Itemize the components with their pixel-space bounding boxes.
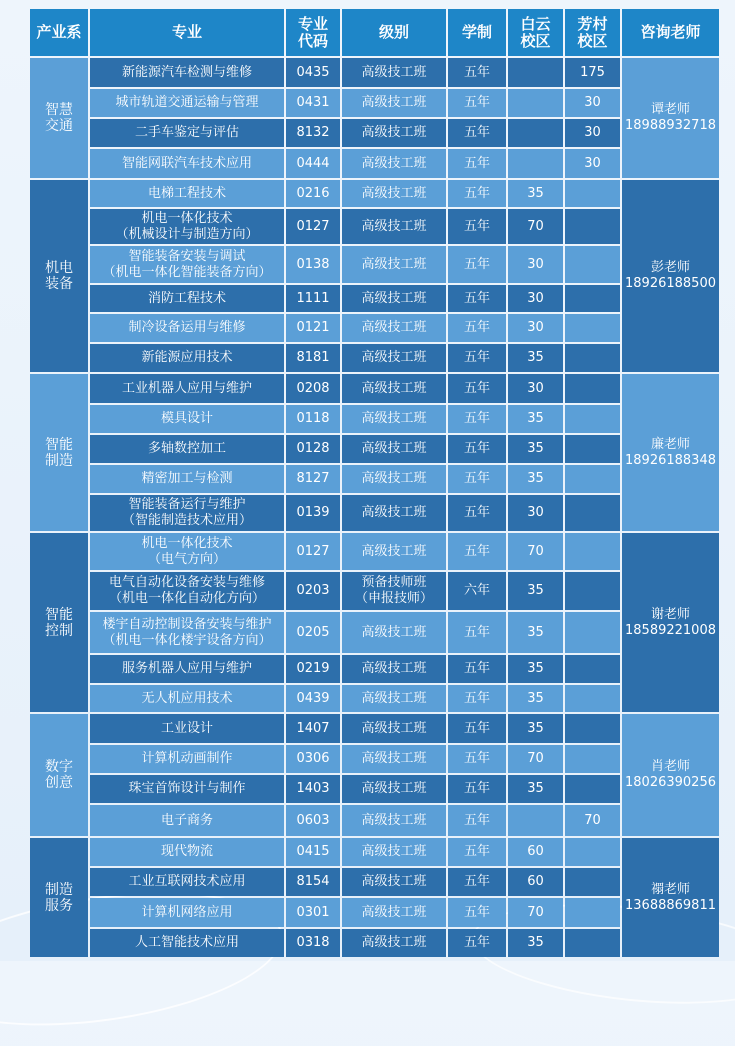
code-cell: 0127: [286, 209, 340, 244]
teacher-name: 禤老师: [650, 881, 690, 897]
table-row: [30, 929, 719, 957]
baiyun-quota-cell: 30: [508, 246, 563, 283]
years-cell: 五年: [448, 465, 506, 493]
header-major: 专业: [90, 9, 284, 56]
level-cell: 高级技工班: [342, 405, 446, 433]
fangcun-quota-cell: [565, 838, 620, 866]
dept-cell: 数字 创意: [30, 714, 88, 836]
years-cell: 五年: [448, 285, 506, 312]
years-cell: 五年: [448, 868, 506, 896]
major-cell: 新能源应用技术: [90, 344, 284, 372]
baiyun-quota-cell: [508, 58, 563, 87]
major-cell: 工业设计: [90, 714, 284, 743]
teacher-contact-cell: [622, 533, 719, 712]
code-cell: 1407: [286, 714, 340, 743]
teacher-name: 谢老师: [650, 606, 690, 622]
fangcun-quota-cell: 175: [565, 58, 620, 87]
baiyun-quota-cell: [508, 119, 563, 147]
major-cell: 现代物流: [90, 838, 284, 866]
table-row: [30, 805, 719, 836]
table-row: [30, 465, 719, 493]
fangcun-quota-cell: [565, 714, 620, 743]
years-cell: 五年: [448, 805, 506, 836]
table-row: [30, 572, 719, 610]
baiyun-quota-cell: 35: [508, 685, 563, 712]
baiyun-quota-cell: 35: [508, 655, 563, 683]
fangcun-quota-cell: [565, 533, 620, 570]
header-dept: 产业系: [30, 9, 88, 56]
table-row: [30, 898, 719, 927]
fangcun-quota-cell: [565, 405, 620, 433]
major-cell: 机电一体化技术 （电气方向）: [90, 533, 284, 570]
teacher-name: 彭老师: [650, 260, 690, 275]
header-row: [30, 9, 719, 56]
years-cell: 五年: [448, 314, 506, 342]
teacher-phone: 18926188348: [625, 452, 716, 468]
code-cell: 0205: [286, 612, 340, 653]
major-cell: 城市轨道交通运输与管理: [90, 89, 284, 117]
table-row: [30, 209, 719, 244]
table-row: [30, 405, 719, 433]
header-teacher: 咨询老师: [622, 9, 719, 56]
fangcun-quota-cell: [565, 898, 620, 927]
code-cell: 0306: [286, 745, 340, 773]
teacher-contact-cell: [622, 58, 719, 178]
code-cell: 0203: [286, 572, 340, 610]
fangcun-quota-cell: [565, 314, 620, 342]
years-cell: 五年: [448, 89, 506, 117]
teacher-name: 谭老师: [650, 102, 690, 117]
teacher-contact-cell: [622, 714, 719, 836]
level-cell: 高级技工班: [342, 612, 446, 653]
level-cell: 高级技工班: [342, 209, 446, 244]
code-cell: 0118: [286, 405, 340, 433]
years-cell: 五年: [448, 612, 506, 653]
teacher-contact-cell: [622, 180, 719, 372]
teacher-name: 肖老师: [650, 759, 690, 774]
table-row: [30, 180, 719, 207]
level-cell: 高级技工班: [342, 655, 446, 683]
level-cell: 高级技工班: [342, 344, 446, 372]
code-cell: 0128: [286, 435, 340, 463]
baiyun-quota-cell: 35: [508, 775, 563, 803]
baiyun-quota-cell: 35: [508, 405, 563, 433]
table-row: [30, 868, 719, 896]
level-cell: 高级技工班: [342, 119, 446, 147]
code-cell: 0301: [286, 898, 340, 927]
code-cell: 8132: [286, 119, 340, 147]
dept-cell: 智能 控制: [30, 533, 88, 712]
fangcun-quota-cell: 70: [565, 805, 620, 836]
header-baiyun-campus: 白云 校区: [508, 9, 563, 56]
code-cell: 8127: [286, 465, 340, 493]
teacher-phone: 13688869811: [625, 897, 716, 913]
level-cell: 高级技工班: [342, 495, 446, 531]
code-cell: 0431: [286, 89, 340, 117]
teacher-name: 廉老师: [650, 436, 690, 452]
baiyun-quota-cell: 70: [508, 745, 563, 773]
years-cell: 五年: [448, 58, 506, 87]
major-cell: 珠宝首饰设计与制作: [90, 775, 284, 803]
level-cell: 高级技工班: [342, 465, 446, 493]
table-row: [30, 655, 719, 683]
header-code: 专业 代码: [286, 9, 340, 56]
table-row: [30, 533, 719, 570]
table-row: [30, 714, 719, 743]
years-cell: 五年: [448, 533, 506, 570]
code-cell: 1111: [286, 285, 340, 312]
fangcun-quota-cell: [565, 775, 620, 803]
major-cell: 新能源汽车检测与维修: [90, 58, 284, 87]
table-row: [30, 314, 719, 342]
code-cell: 1403: [286, 775, 340, 803]
level-cell: 高级技工班: [342, 775, 446, 803]
fangcun-quota-cell: [565, 572, 620, 610]
level-cell: 高级技工班: [342, 685, 446, 712]
baiyun-quota-cell: 35: [508, 714, 563, 743]
header-level: 级别: [342, 9, 446, 56]
major-cell: 服务机器人应用与维护: [90, 655, 284, 683]
baiyun-quota-cell: 30: [508, 374, 563, 403]
baiyun-quota-cell: 60: [508, 838, 563, 866]
years-cell: 五年: [448, 495, 506, 531]
code-cell: 0603: [286, 805, 340, 836]
major-cell: 工业互联网技术应用: [90, 868, 284, 896]
major-cell: 二手车鉴定与评估: [90, 119, 284, 147]
level-cell: 预备技师班 （申报技师）: [342, 572, 446, 610]
major-cell: 模具设计: [90, 405, 284, 433]
fangcun-quota-cell: 30: [565, 119, 620, 147]
level-cell: 高级技工班: [342, 314, 446, 342]
teacher-phone: 18026390256: [625, 775, 716, 790]
years-cell: 五年: [448, 344, 506, 372]
code-cell: 0208: [286, 374, 340, 403]
teacher-phone: 18589221008: [625, 622, 716, 638]
baiyun-quota-cell: [508, 805, 563, 836]
table-row: [30, 495, 719, 531]
table-row: [30, 285, 719, 312]
code-cell: 0444: [286, 149, 340, 178]
major-cell: 人工智能技术应用: [90, 929, 284, 957]
fangcun-quota-cell: [565, 246, 620, 283]
teacher-phone: 18926188500: [625, 276, 716, 291]
major-cell: 智能网联汽车技术应用: [90, 149, 284, 178]
years-cell: 五年: [448, 119, 506, 147]
baiyun-quota-cell: 30: [508, 495, 563, 531]
level-cell: 高级技工班: [342, 805, 446, 836]
baiyun-quota-cell: 30: [508, 314, 563, 342]
code-cell: 0216: [286, 180, 340, 207]
level-cell: 高级技工班: [342, 285, 446, 312]
fangcun-quota-cell: [565, 495, 620, 531]
major-cell: 机电一体化技术 （机械设计与制造方向）: [90, 209, 284, 244]
baiyun-quota-cell: 60: [508, 868, 563, 896]
years-cell: 五年: [448, 714, 506, 743]
table-row: [30, 119, 719, 147]
major-cell: 无人机应用技术: [90, 685, 284, 712]
years-cell: 五年: [448, 655, 506, 683]
level-cell: 高级技工班: [342, 89, 446, 117]
header-fangcun-campus: 芳村 校区: [565, 9, 620, 56]
teacher-contact-cell: [622, 374, 719, 531]
table-row: [30, 775, 719, 803]
code-cell: 0435: [286, 58, 340, 87]
years-cell: 五年: [448, 180, 506, 207]
fangcun-quota-cell: [565, 209, 620, 244]
table-row: [30, 685, 719, 712]
dept-cell: 智慧 交通: [30, 58, 88, 178]
fangcun-quota-cell: [565, 180, 620, 207]
major-cell: 楼宇自动控制设备安装与维护 （机电一体化楼宇设备方向）: [90, 612, 284, 653]
major-cell: 精密加工与检测: [90, 465, 284, 493]
baiyun-quota-cell: 35: [508, 572, 563, 610]
level-cell: 高级技工班: [342, 435, 446, 463]
level-cell: 高级技工班: [342, 714, 446, 743]
years-cell: 五年: [448, 775, 506, 803]
level-cell: 高级技工班: [342, 929, 446, 957]
table-row: [30, 838, 719, 866]
level-cell: 高级技工班: [342, 745, 446, 773]
dept-cell: 制造 服务: [30, 838, 88, 957]
header-years: 学制: [448, 9, 506, 56]
fangcun-quota-cell: [565, 285, 620, 312]
table-row: [30, 246, 719, 283]
dept-cell: 智能 制造: [30, 374, 88, 531]
fangcun-quota-cell: [565, 612, 620, 653]
dept-cell: 机电 装备: [30, 180, 88, 372]
fangcun-quota-cell: 30: [565, 89, 620, 117]
major-cell: 计算机网络应用: [90, 898, 284, 927]
fangcun-quota-cell: [565, 374, 620, 403]
major-cell: 制冷设备运用与维修: [90, 314, 284, 342]
years-cell: 五年: [448, 246, 506, 283]
baiyun-quota-cell: 35: [508, 344, 563, 372]
code-cell: 8181: [286, 344, 340, 372]
baiyun-quota-cell: 35: [508, 465, 563, 493]
level-cell: 高级技工班: [342, 533, 446, 570]
level-cell: 高级技工班: [342, 180, 446, 207]
table-row: [30, 58, 719, 87]
years-cell: 五年: [448, 209, 506, 244]
years-cell: 五年: [448, 149, 506, 178]
code-cell: 0318: [286, 929, 340, 957]
teacher-contact-cell: [622, 838, 719, 957]
baiyun-quota-cell: 30: [508, 285, 563, 312]
fangcun-quota-cell: [565, 344, 620, 372]
major-cell: 多轴数控加工: [90, 435, 284, 463]
years-cell: 五年: [448, 745, 506, 773]
teacher-phone: 18988932718: [625, 118, 716, 133]
code-cell: 0138: [286, 246, 340, 283]
major-cell: 消防工程技术: [90, 285, 284, 312]
table-row: [30, 435, 719, 463]
baiyun-quota-cell: 35: [508, 180, 563, 207]
baiyun-quota-cell: 70: [508, 898, 563, 927]
code-cell: 0121: [286, 314, 340, 342]
years-cell: 五年: [448, 374, 506, 403]
fangcun-quota-cell: [565, 685, 620, 712]
code-cell: 8154: [286, 868, 340, 896]
level-cell: 高级技工班: [342, 58, 446, 87]
level-cell: 高级技工班: [342, 149, 446, 178]
level-cell: 高级技工班: [342, 374, 446, 403]
baiyun-quota-cell: 35: [508, 929, 563, 957]
code-cell: 0219: [286, 655, 340, 683]
major-cell: 电子商务: [90, 805, 284, 836]
fangcun-quota-cell: [565, 745, 620, 773]
years-cell: 五年: [448, 435, 506, 463]
level-cell: 高级技工班: [342, 838, 446, 866]
years-cell: 六年: [448, 572, 506, 610]
fangcun-quota-cell: [565, 465, 620, 493]
baiyun-quota-cell: [508, 89, 563, 117]
fangcun-quota-cell: [565, 435, 620, 463]
table-row: [30, 149, 719, 178]
baiyun-quota-cell: 70: [508, 209, 563, 244]
table-row: [30, 374, 719, 403]
table-row: [30, 89, 719, 117]
baiyun-quota-cell: 35: [508, 435, 563, 463]
major-cell: 计算机动画制作: [90, 745, 284, 773]
baiyun-quota-cell: 70: [508, 533, 563, 570]
baiyun-quota-cell: [508, 149, 563, 178]
fangcun-quota-cell: [565, 929, 620, 957]
table-row: [30, 344, 719, 372]
major-cell: 智能装备运行与维护 （智能制造技术应用）: [90, 495, 284, 531]
major-cell: 工业机器人应用与维护: [90, 374, 284, 403]
table-row: [30, 745, 719, 773]
code-cell: 0127: [286, 533, 340, 570]
baiyun-quota-cell: 35: [508, 612, 563, 653]
fangcun-quota-cell: [565, 868, 620, 896]
level-cell: 高级技工班: [342, 868, 446, 896]
years-cell: 五年: [448, 838, 506, 866]
code-cell: 0415: [286, 838, 340, 866]
fangcun-quota-cell: [565, 655, 620, 683]
major-cell: 电气自动化设备安装与维修 （机电一体化自动化方向）: [90, 572, 284, 610]
table-row: [30, 612, 719, 653]
level-cell: 高级技工班: [342, 898, 446, 927]
years-cell: 五年: [448, 929, 506, 957]
fangcun-quota-cell: 30: [565, 149, 620, 178]
major-cell: 智能装备安装与调试 （机电一体化智能装备方向）: [90, 246, 284, 283]
code-cell: 0139: [286, 495, 340, 531]
major-cell: 电梯工程技术: [90, 180, 284, 207]
years-cell: 五年: [448, 898, 506, 927]
years-cell: 五年: [448, 685, 506, 712]
code-cell: 0439: [286, 685, 340, 712]
years-cell: 五年: [448, 405, 506, 433]
enrollment-table: [28, 7, 721, 959]
level-cell: 高级技工班: [342, 246, 446, 283]
